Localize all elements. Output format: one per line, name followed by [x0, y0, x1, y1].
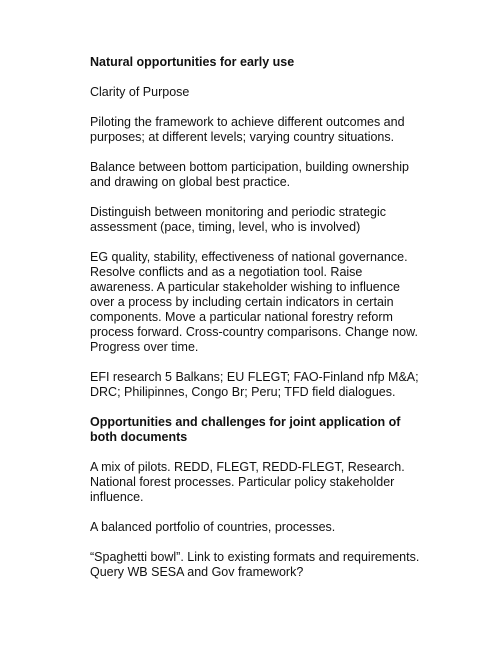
paragraph-eg-quality: EG quality, stability, effectiveness of national governance. Resolve conflicts and as a negotiation tool. Raise awareness. A particular stakeholder wishing to influence over a process by including certain indicators in certain components. Move a particular national forestry reform process forward. Cross-country comparisons. Change now. Progress over time.	[90, 250, 418, 354]
paragraph-distinguish: Distinguish between monitoring and periodic strategic assessment (pace, timing, level, who is involved)	[90, 205, 386, 234]
paragraph-mix-of-pilots: A mix of pilots. REDD, FLEGT, REDD-FLEGT, Research. National forest processes. Particular policy stakeholder influence.	[90, 460, 405, 504]
section-heading-early-use: Natural opportunities for early use	[90, 55, 295, 69]
paragraph-spaghetti-bowl: “Spaghetti bowl”. Link to existing formats and requirements. Query WB SESA and Gov framework?	[90, 550, 420, 579]
paragraph-balanced-portfolio: A balanced portfolio of countries, processes.	[90, 520, 336, 534]
paragraph-balance: Balance between bottom participation, building ownership and drawing on global best practice.	[90, 160, 409, 189]
paragraph-clarity-of-purpose: Clarity of Purpose	[90, 85, 190, 99]
paragraph-efi-research: EFI research 5 Balkans; EU FLEGT; FAO-Finland nfp M&A; DRC; Philipinnes, Congo Br; Peru; TFD field dialogues.	[90, 370, 419, 399]
paragraph-piloting: Piloting the framework to achieve different outcomes and purposes; at different levels; varying country situations.	[90, 115, 405, 144]
section-heading-joint-application: Opportunities and challenges for joint application of both documents	[90, 415, 401, 444]
document-page	[90, 55, 420, 595]
